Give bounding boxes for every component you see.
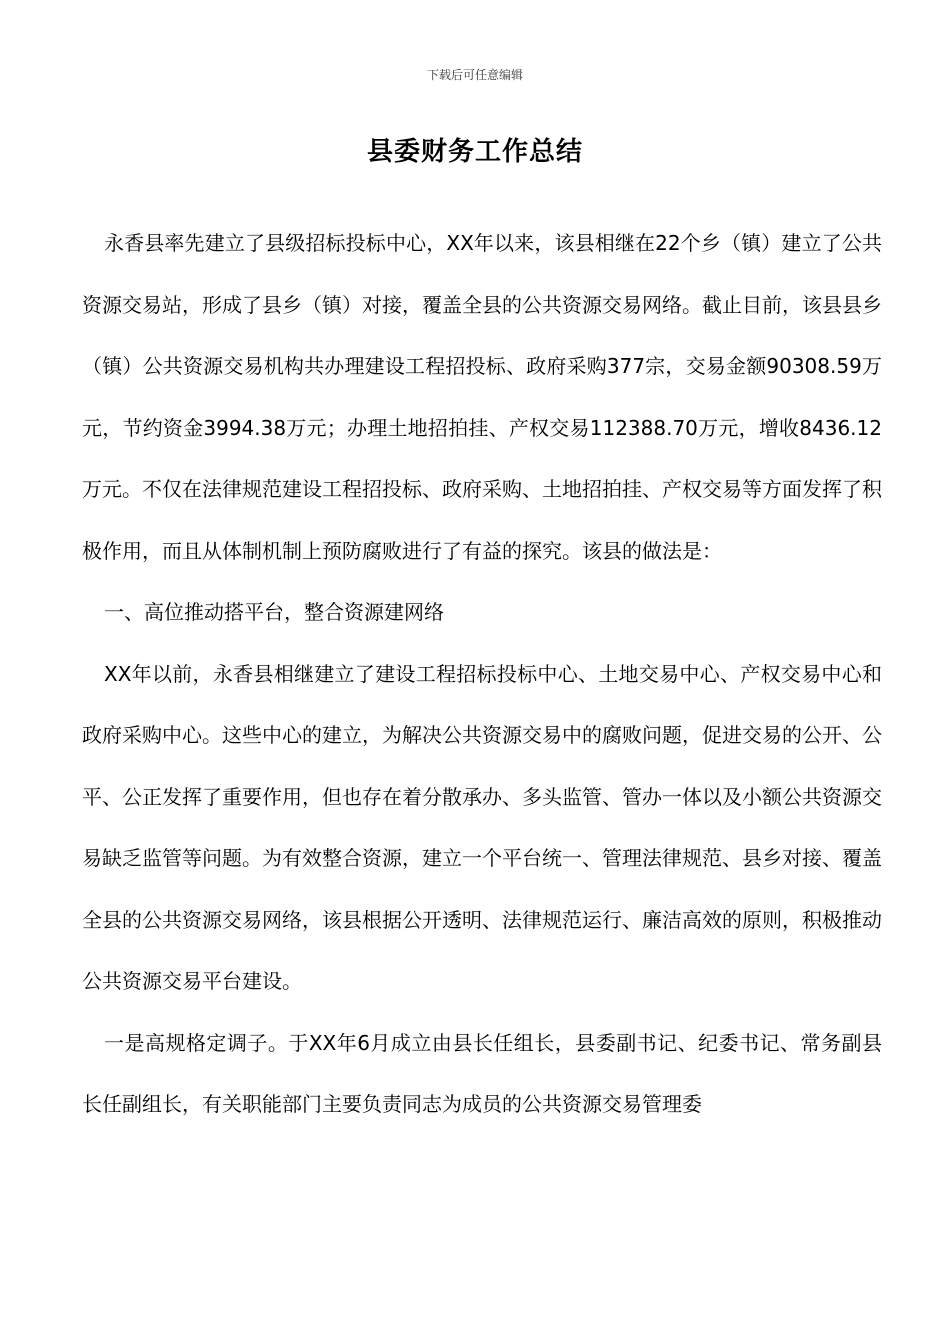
- document-title: 县委财务工作总结: [366, 137, 583, 167]
- paragraph-first-measure: 一是高规格定调子。于XX年6月成立由县长任组长，县委副书记、纪委书记、常务副县长任副组长，有关职能部门主要负责同志为成员的公共资源交易管理委: [82, 1030, 882, 1116]
- header-note: 下载后可任意编辑: [426, 68, 523, 82]
- document-body: [82, 213, 882, 1136]
- paragraph-intro: 永香县率先建立了县级招标投标中心，XX年以来，该县相继在22个乡（镇）建立了公共资源交易站，形成了县乡（镇）对接，覆盖全县的公共资源交易网络。截止目前，该县县乡（镇）公共资源交易机构共办理建设工程招投标、政府采购377宗，交易金额90308.59万元，节约资金3994.38万元；办理土地招拍挂、产权交易112388.70万元，增收8436.12万元。不仅在法律规范建设工程招投标、政府采购、土地招拍挂、产权交易等方面发挥了积极作用，而且从体制机制上预防腐败进行了有益的探究。该县的做法是：: [82, 231, 882, 563]
- paragraph-background: XX年以前，永香县相继建立了建设工程招标投标中心、土地交易中心、产权交易中心和政府采购中心。这些中心的建立，为解决公共资源交易中的腐败问题，促进交易的公开、公平、公正发挥了重要作用，但也存在着分散承办、多头监管、管办一体以及小额公共资源交易缺乏监管等问题。为有效整合资源，建立一个平台统一、管理法律规范、县乡对接、覆盖全县的公共资源交易网络，该县根据公开透明、法律规范运行、廉洁高效的原则，积极推动公共资源交易平台建设。: [82, 661, 882, 993]
- section-heading-1: 一、高位推动搭平台，整合资源建网络: [104, 600, 444, 624]
